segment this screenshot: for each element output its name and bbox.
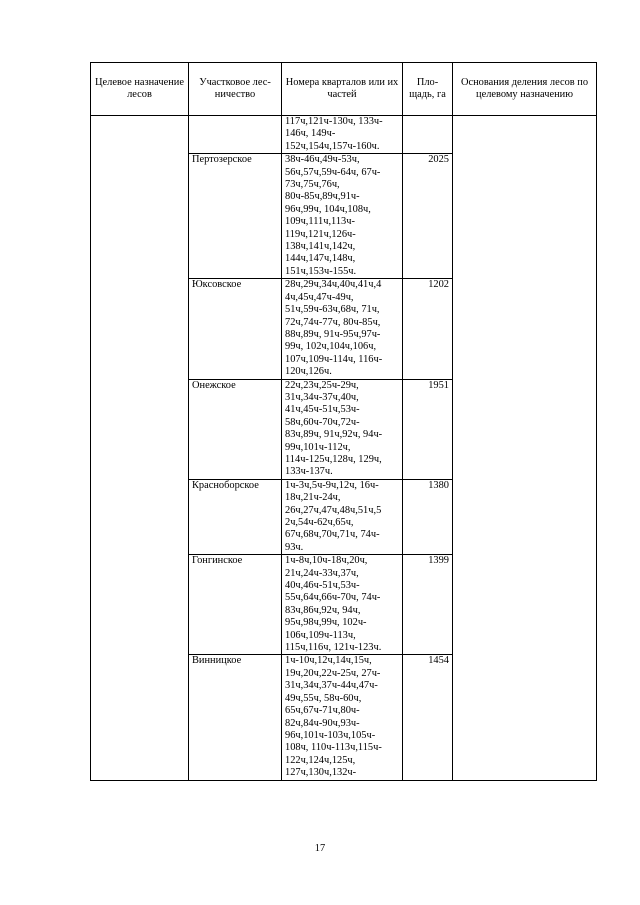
area-cell: 1454 (403, 655, 453, 780)
quarter-line: 2ч,54ч-62ч,65ч, (285, 517, 354, 528)
table-row-continuation (91, 116, 597, 154)
quarter-line: 83ч,89ч, 91ч,92ч, 94ч- (285, 429, 383, 441)
quarter-line: 88ч,89ч, 91ч-95ч,97ч- (285, 328, 381, 340)
quarter-line: 119ч,121ч,126ч- (285, 228, 356, 240)
quarter-line: 55ч,64ч,66ч-70ч, 74ч- (285, 592, 381, 604)
district-cell: Пертозерское (189, 154, 282, 279)
quarter-line: 93ч. (285, 541, 304, 553)
quarter-line: 83ч,86ч,92ч, 94ч, (285, 604, 361, 616)
quarter-line: 127ч,130ч,132ч- (285, 767, 357, 779)
quarters-cell (282, 655, 403, 780)
header-basis: Основания деления лесов по целевому назначению (453, 63, 597, 116)
quarter-line: 19ч,20ч,22ч-25ч, 27ч- (285, 667, 381, 679)
quarter-line: 31ч,34ч-37ч,40ч, (285, 391, 359, 403)
quarter-line: 4ч,45ч,47ч-49ч, (285, 291, 354, 303)
quarter-line: 96ч,101ч-103ч,105ч- (285, 729, 376, 741)
quarter-line: 106ч,109ч-113ч, (285, 629, 356, 641)
quarter-line: 99ч,101ч-112ч, (285, 441, 351, 453)
quarters-cell (282, 479, 403, 554)
quarter-line: 107ч,109ч-114ч, 116ч- (285, 353, 383, 365)
quarter-line: 144ч,147ч,148ч, (285, 253, 356, 265)
quarter-line: 146ч, 149ч- (285, 128, 336, 140)
quarter-line: 1ч-8ч,10ч-18ч,20ч, (285, 555, 368, 567)
quarter-line: 117ч,121ч-130ч, 133ч- (285, 116, 383, 127)
quarters-cell (282, 379, 403, 479)
quarters-cell (282, 279, 403, 379)
quarter-line: 95ч,98ч,99ч, 102ч- (285, 617, 367, 629)
quarter-line: 1ч-3ч,5ч-9ч,12ч, 16ч- (285, 479, 379, 491)
quarter-line: 82ч,84ч-90ч,93ч- (285, 717, 360, 729)
quarter-line: 18ч,21ч-24ч, (285, 492, 341, 504)
quarter-line: 28ч,29ч,34ч,40ч,41ч,4 (285, 279, 382, 291)
quarter-line: 49ч,55ч, 58ч-60ч, (285, 692, 362, 704)
quarter-line: 114ч-125ч,128ч, 129ч, (285, 453, 382, 465)
quarter-line: 58ч,60ч-70ч,72ч- (285, 416, 360, 428)
basis-cell (453, 116, 597, 781)
quarter-line: 96ч,99ч, 104ч,108ч, (285, 203, 371, 215)
quarter-line: 65ч,67ч-71ч,80ч- (285, 705, 360, 717)
header-quarters: Номера кварталов или их частей (282, 63, 403, 116)
quarter-line: 109ч,111ч,113ч- (285, 216, 355, 228)
page-number: 17 (314, 843, 326, 854)
district-cell: Юксовское (189, 279, 282, 379)
quarter-line: 1ч-10ч,12ч,14ч,15ч, (285, 655, 372, 667)
area-cell (403, 116, 453, 154)
quarter-line: 40ч,46ч-51ч,53ч- (285, 580, 360, 592)
header-district: Участковое лес- ничество (189, 63, 282, 116)
district-cell (189, 116, 282, 154)
area-cell: 1380 (403, 479, 453, 554)
quarter-line: 21ч,24ч-33ч,37ч, (285, 567, 359, 579)
quarters-cell (282, 555, 403, 655)
area-cell: 2025 (403, 154, 453, 279)
quarter-line: 67ч,68ч,70ч,71ч, 74ч- (285, 529, 380, 541)
quarter-line: 108ч, 110ч-113ч,115ч- (285, 742, 382, 754)
district-cell: Гонгинское (189, 555, 282, 655)
quarter-line: 56ч,57ч,59ч-64ч, 67ч- (285, 166, 381, 178)
quarters-cell (282, 154, 403, 279)
purpose-cell (91, 116, 189, 781)
quarter-line: 22ч,23ч,25ч-29ч, (285, 379, 359, 391)
quarter-line: 80ч-85ч,89ч,91ч- (285, 191, 360, 203)
forest-purpose-table (90, 62, 597, 781)
table-header-row (91, 63, 597, 116)
quarters-cell (282, 116, 403, 154)
quarter-line: 151ч,153ч-155ч. (285, 265, 357, 277)
quarter-line: 138ч,141ч,142ч, (285, 241, 356, 253)
header-purpose: Целевое назначение лесов (91, 63, 189, 116)
quarter-line: 51ч,59ч-63ч,68ч, 71ч, (285, 304, 380, 316)
quarter-line: 115ч,116ч, 121ч-123ч. (285, 642, 382, 654)
quarter-line: 31ч,34ч,37ч-44ч,47ч- (285, 680, 378, 692)
quarter-line: 26ч,27ч,47ч,48ч,51ч,5 (285, 504, 382, 516)
quarter-line: 152ч,154ч,157ч-160ч. (285, 140, 380, 152)
district-cell: Красноборское (189, 479, 282, 554)
quarter-line: 122ч,124ч,125ч, (285, 754, 356, 766)
quarter-line: 72ч,74ч-77ч, 80ч-85ч, (285, 316, 381, 328)
quarter-line: 41ч,45ч-51ч,53ч- (285, 404, 360, 416)
quarter-line: 99ч, 102ч,104ч,106ч, (285, 341, 377, 353)
header-area: Пло- щадь, га (403, 63, 453, 116)
area-cell: 1951 (403, 379, 453, 479)
district-cell: Винницкое (189, 655, 282, 780)
quarter-line: 133ч-137ч. (285, 466, 333, 478)
quarter-line: 73ч,75ч,76ч, (285, 179, 340, 191)
area-cell: 1202 (403, 279, 453, 379)
district-cell: Онежское (189, 379, 282, 479)
quarter-line: 120ч,126ч. (285, 366, 332, 378)
area-cell: 1399 (403, 555, 453, 655)
quarter-line: 38ч-46ч,49ч-53ч, (285, 154, 360, 166)
